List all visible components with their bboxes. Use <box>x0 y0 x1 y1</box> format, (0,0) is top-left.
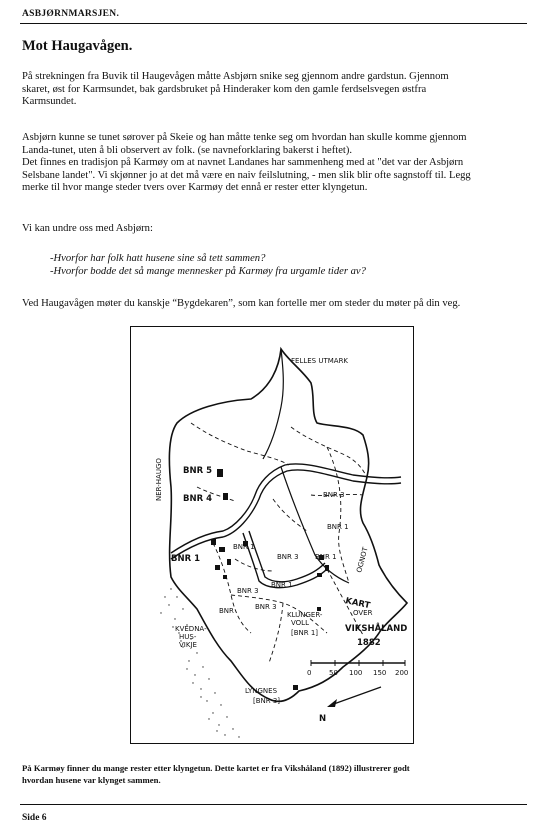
label-klungervoll-2: VOLL <box>291 619 309 627</box>
label-bnr1-b: BNR 1 <box>171 554 201 564</box>
paragraph-1-line-1: På strekningen fra Buvik til Haugevågen måtte Asbjørn snike seg gjennom andre gardstun. Gjennom <box>22 71 449 82</box>
page-number: Side 6 <box>22 813 47 823</box>
label-bnr1-d: BNR 1 <box>271 581 293 589</box>
paragraph-4: Ved Haugavågen møter du kanskje “Bygdekaren”, som kan fortelle mer om steder du møter på din veg. <box>22 298 461 309</box>
paragraph-1 <box>22 71 528 109</box>
road-north <box>263 349 283 459</box>
header-rule <box>20 23 527 24</box>
scale-label-50: 50 <box>329 669 338 677</box>
paragraph-2-line-3: Det finnes en tradisjon på Karmøy om at navnet Landanes har sammenheng med at "det var der Asbjørn <box>22 157 464 169</box>
label-klungervoll-3: [BNR 1] <box>291 629 319 637</box>
scale-label-150: 150 <box>373 669 387 677</box>
label-klungervoll-1: KLUNGER- <box>287 611 323 619</box>
label-bnr4: BNR 4 <box>183 494 213 504</box>
paragraph-2-line-5: merke til hvor mange steder tvers over Karmøy det ennå er rester etter klyngetun. <box>22 182 368 194</box>
paragraph-3: Vi kan undre oss med Asbjørn: <box>22 223 153 234</box>
label-bnr1-e: BNR 1 <box>315 553 337 561</box>
label-bnr3-b: BNR 3 <box>277 553 299 561</box>
property-boundaries <box>191 423 367 663</box>
label-kvedna-3: VIKJE <box>179 641 197 649</box>
label-over: OVER <box>353 609 373 617</box>
label-bnr3-a: BNR 3 <box>323 491 345 499</box>
section-title: Mot Haugavågen. <box>22 38 133 54</box>
label-bnr3-d: BNR <box>219 607 234 615</box>
outer-boundary <box>169 349 407 701</box>
label-felles-utmark: FELLES UTMARK <box>291 357 349 365</box>
vikshaland-map <box>131 327 415 745</box>
caption-line-2: hvordan husene var klynget sammen. <box>22 774 161 785</box>
scale-bar <box>311 660 405 666</box>
paragraph-2-line-4: Selsbane landet". Vi skjønner jo at det må være en naiv feilslutning, - men slik blir ofte sagnstoff til. Legg <box>22 169 471 181</box>
label-north: N <box>319 714 327 724</box>
label-ognot: OGNOT <box>355 546 370 574</box>
label-bnr1-a: BNR 1 <box>327 523 349 531</box>
scale-label-100: 100 <box>349 669 363 677</box>
paragraph-2 <box>22 132 528 195</box>
paragraph-1-line-2: skaret, øst for Karmsundet, bak gardsbruket på Hinderaker kom den gamle ferdselsvegen østfra <box>22 83 427 95</box>
label-vikshaland: VIKSHÅLAND <box>345 624 408 634</box>
footer-rule <box>20 804 527 805</box>
label-kvedna-1: KVEDNA- <box>175 625 207 633</box>
map-figure <box>130 326 414 744</box>
north-arrow <box>327 687 381 707</box>
label-kart: KART <box>344 596 372 612</box>
label-ner-haugo: NER-HAUGO <box>155 458 163 501</box>
label-bnr3-e: BNR 3 <box>237 587 259 595</box>
map-caption <box>22 763 528 786</box>
label-bnr3-c: BNR 3 <box>255 603 277 611</box>
label-kvedna-2: HUS- <box>179 633 197 641</box>
paragraph-2-line-2: Landa-tunet, uten å bli observert av folk. (se navneforklaring bakerst i heftet). <box>22 144 353 156</box>
header-title: ASBJØRNMARSJEN. <box>22 9 120 19</box>
label-year: 1882 <box>357 638 381 648</box>
label-bnr5: BNR 5 <box>183 466 213 476</box>
paragraph-1-line-3: Karmsundet. <box>22 96 77 108</box>
scale-label-0: 0 <box>307 669 312 677</box>
scale-label-200: 200 <box>395 669 409 677</box>
caption-line-1: På Karmøy finner du mange rester etter klyngetun. Dette kartet er fra Vikshåland (1892) illustrerer godt <box>22 763 410 773</box>
label-bnr1-c: BNR 1 <box>233 543 255 551</box>
question-2: -Hvorfor bodde det så mange mennesker på Karmøy fra urgamle tider av? <box>50 266 366 277</box>
question-1: -Hvorfor har folk hatt husene sine så tett sammen? <box>50 253 266 264</box>
label-lyngnes-1: LYNGNES <box>245 687 278 695</box>
label-lyngnes-2: [BNR 3] <box>253 697 281 705</box>
paragraph-2-line-1: Asbjørn kunne se tunet sørover på Skeie og han måtte tenke seg om hvordan han skulle komme gjennom <box>22 132 467 143</box>
